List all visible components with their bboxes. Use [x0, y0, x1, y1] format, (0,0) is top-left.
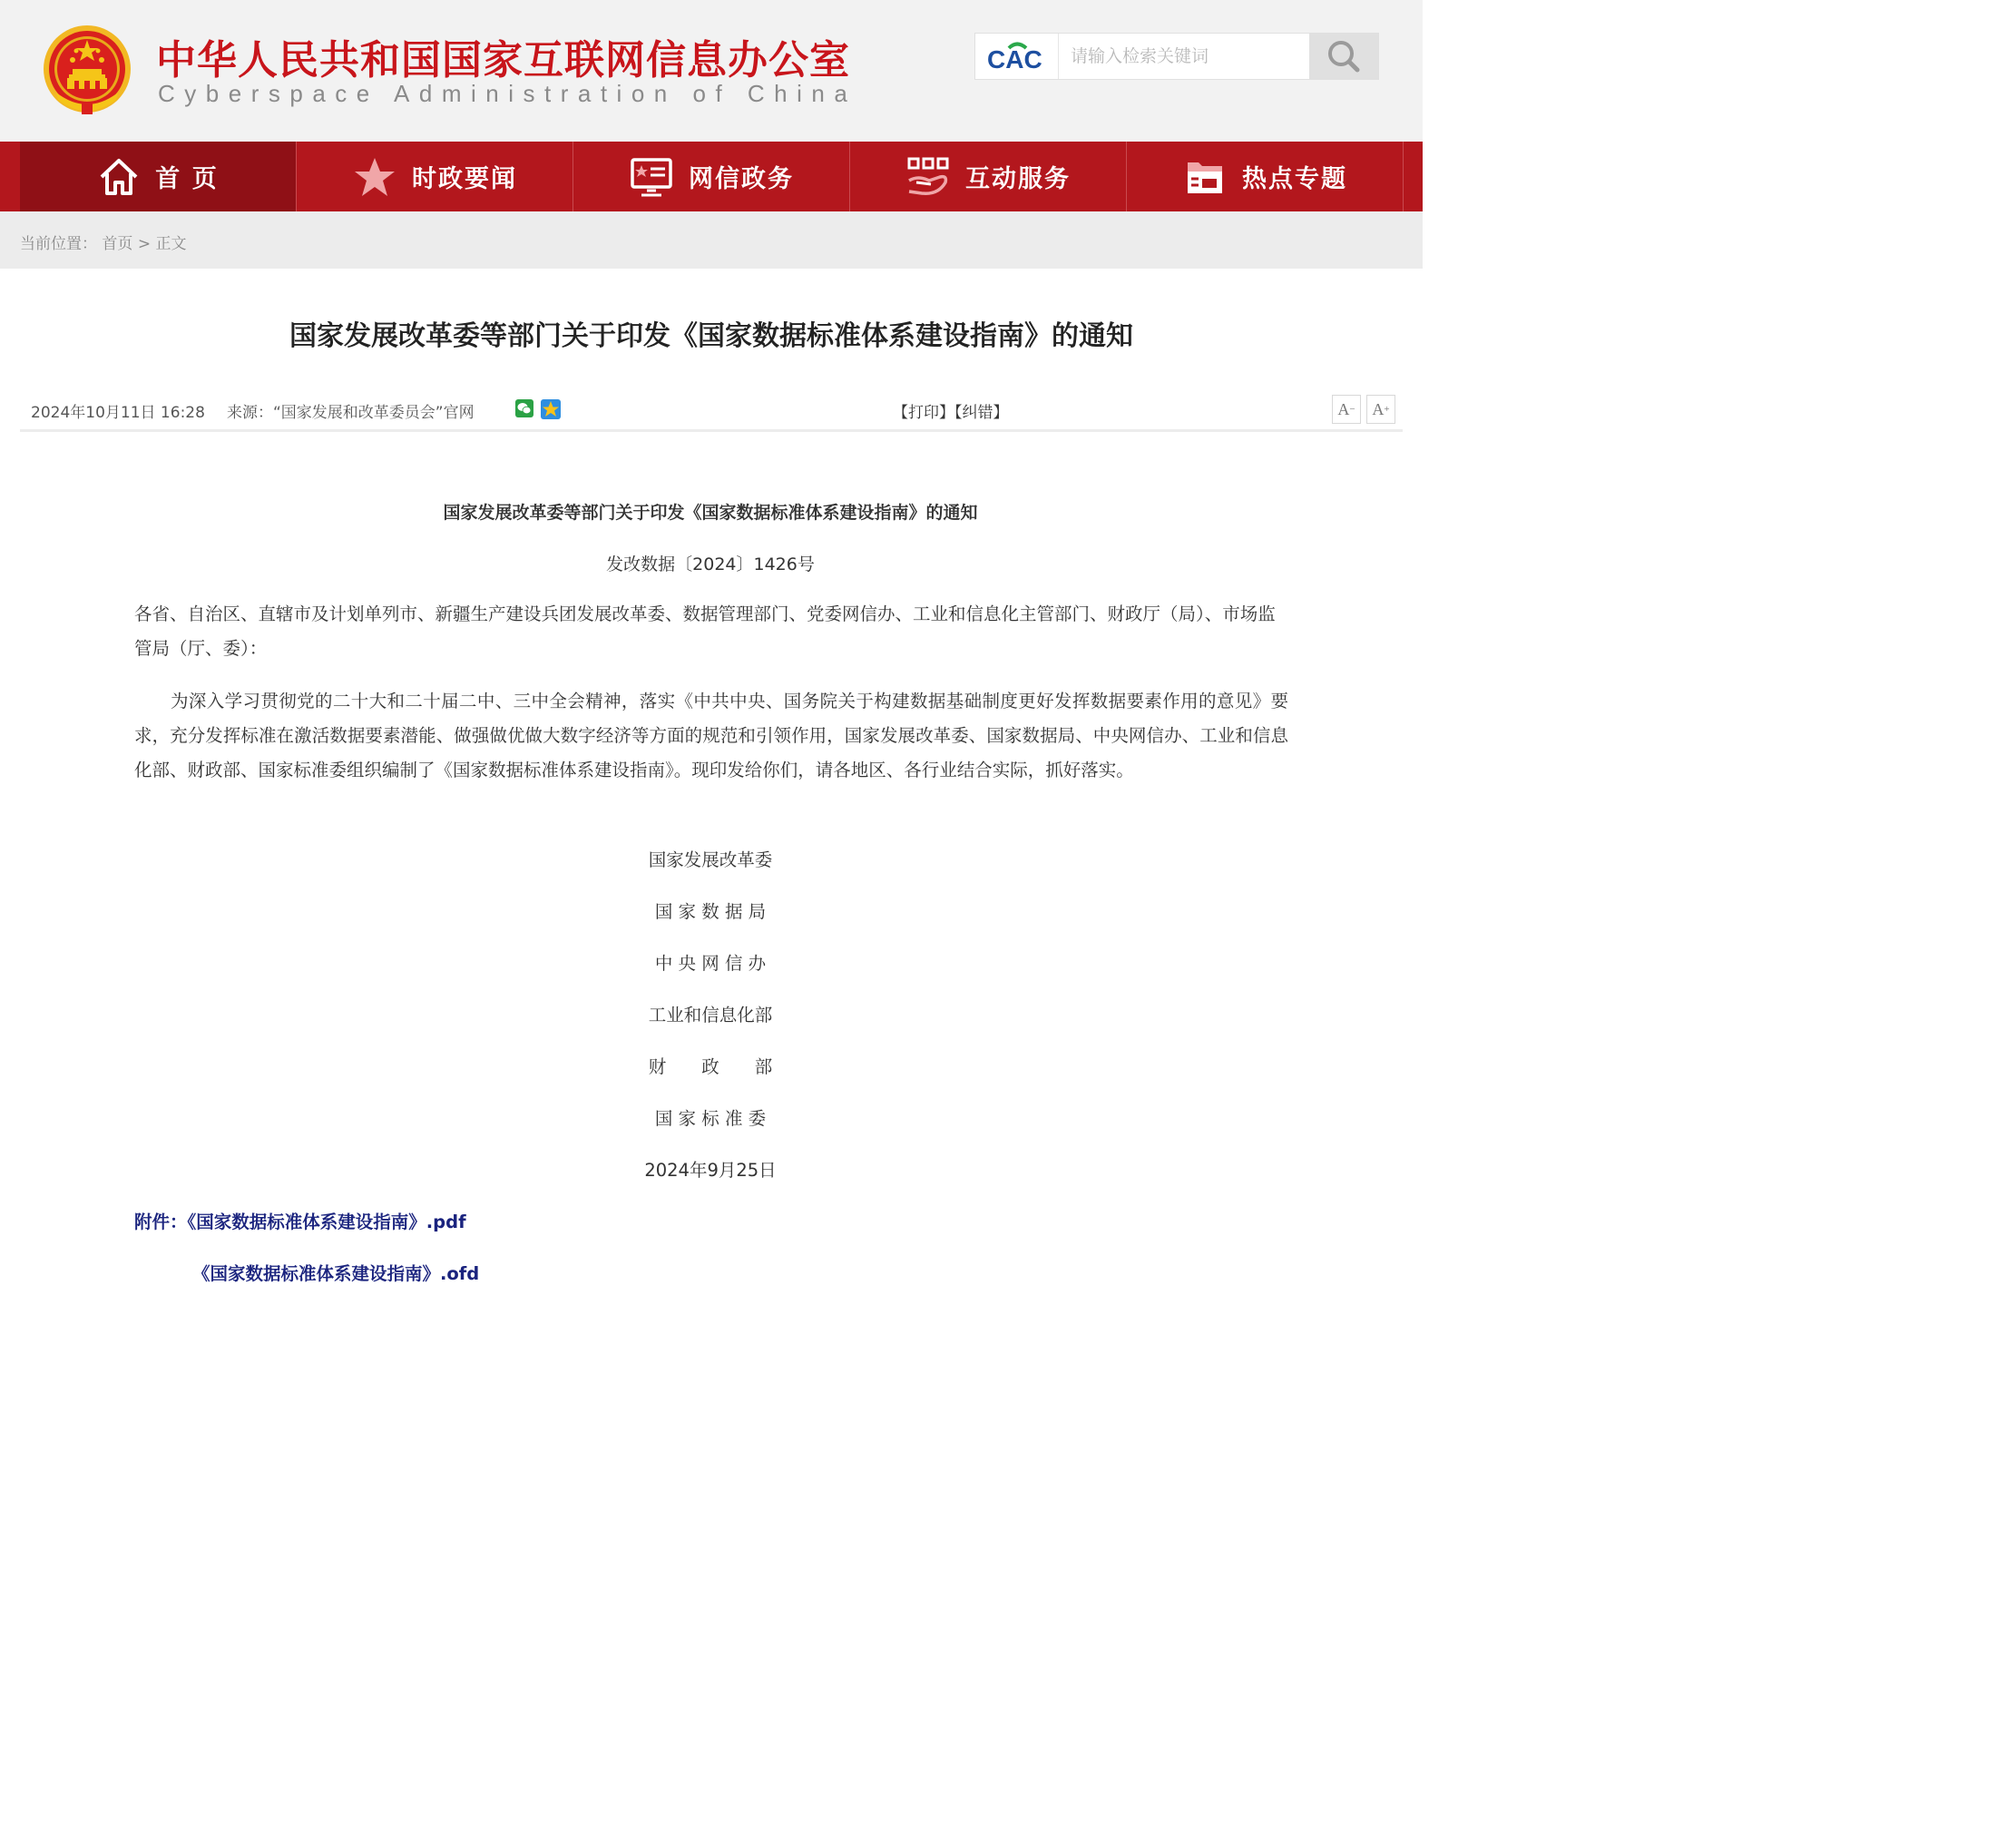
breadcrumb-home[interactable]: 首页 — [102, 235, 133, 253]
folder-icon — [1182, 155, 1228, 199]
search-box — [974, 33, 1379, 80]
font-increase-button[interactable]: A + — [1366, 395, 1395, 424]
nav-item-affairs[interactable] — [573, 142, 850, 211]
signatory: 中 央 网 信 办 — [654, 953, 767, 974]
correction-link[interactable]: 【纠错】 — [954, 404, 1009, 422]
nav-label: 时政要闻 — [412, 165, 517, 193]
attachment-pdf-label: 《国家数据标准体系建设指南》.pdf — [187, 1212, 466, 1232]
document-title: 国家发展改革委等部门关于印发《国家数据标准体系建设指南》的通知 — [443, 503, 978, 523]
article-title: 国家发展改革委等部门关于印发《国家数据标准体系建设指南》的通知 — [289, 320, 1133, 352]
cac-logo-icon — [985, 41, 1049, 72]
nav-item-home[interactable] — [20, 142, 297, 211]
wechat-share-icon[interactable] — [515, 399, 533, 417]
signatory: 工业和信息化部 — [648, 1005, 773, 1025]
article-meta — [20, 390, 1403, 432]
nav-filler — [1404, 142, 1423, 211]
site-title[interactable]: 中华人民共和国国家互联网信息办公室 — [156, 37, 850, 83]
document-number: 发改数据〔2024〕1426号 — [606, 554, 815, 574]
nav-item-topics[interactable] — [1127, 142, 1404, 211]
attachment-ofd-link[interactable]: 《国家数据标准体系建设指南》.ofd — [192, 1263, 480, 1284]
document-paragraph: 为深入学习贯彻党的二十大和二十届二中、三中全会精神，落实《中共中央、国务院关于构建数据基础制度更好发挥数据要素作用的意见》要求，充分发挥标准在激活数据要素潜能、做强做优做大数字经济等方面的规范和引领作用，国家发展改革委、国家数据局、中央网信办、工业和信息化部、财政部、国家标准委组织编制了《国家数据标准体系建设指南》。现印发给你们，请各地区、各行业结合实际，抓好落实。 — [134, 691, 1288, 780]
signatory: 国 家 数 据 局 — [654, 901, 767, 922]
article-tools — [893, 399, 1009, 422]
home-icon — [97, 155, 141, 199]
attachment-prefix: 附件： — [134, 1212, 188, 1232]
breadcrumb-separator: > — [137, 235, 152, 253]
hand-icon — [905, 155, 951, 199]
search-button[interactable] — [1309, 34, 1378, 79]
search-icon — [1326, 38, 1362, 74]
signatory: 国家发展改革委 — [648, 849, 773, 870]
star-icon — [352, 155, 397, 199]
site-header — [0, 0, 1423, 142]
nav-label: 热点专题 — [1242, 165, 1347, 193]
nav-label: 首 页 — [155, 165, 219, 193]
nav-item-interactive[interactable] — [850, 142, 1127, 211]
breadcrumb — [20, 231, 186, 253]
nav-label: 互动服务 — [965, 165, 1071, 193]
breadcrumb-current: 正文 — [155, 235, 187, 253]
font-decrease-label: A — [1337, 399, 1350, 418]
publish-date: 2024年10月11日 16:28 — [31, 404, 205, 422]
cac-logo-text: CAC — [986, 45, 1042, 72]
print-link[interactable]: 【打印】 — [893, 404, 954, 422]
main-nav — [0, 142, 1423, 211]
attachment-pdf-link[interactable] — [134, 1208, 466, 1233]
breadcrumb-prefix: 当前位置： — [20, 235, 97, 253]
cac-logo[interactable] — [975, 34, 1059, 79]
font-decrease-button[interactable]: A − — [1332, 395, 1361, 424]
qzone-share-icon[interactable] — [541, 399, 561, 419]
article-source: 来源：“国家发展和改革委员会”官网 — [227, 404, 475, 422]
nav-label: 网信政务 — [689, 165, 794, 193]
nav-item-news[interactable] — [297, 142, 573, 211]
search-input[interactable] — [1060, 34, 1310, 79]
font-increase-label: A — [1372, 399, 1385, 418]
signatory: 国 家 标 准 委 — [654, 1108, 767, 1129]
signatory: 财 政 部 — [648, 1056, 773, 1077]
document-date: 2024年9月25日 — [644, 1160, 777, 1181]
breadcrumb-bar — [0, 211, 1423, 269]
national-emblem-icon[interactable] — [40, 22, 134, 120]
document-addressee: 各省、自治区、直辖市及计划单列市、新疆生产建设兵团发展改革委、数据管理部门、党委网信办、工业和信息化主管部门、财政厅（局）、市场监管局（厅、委）： — [134, 603, 1276, 659]
site-subtitle: Cyberspace Administration of China — [158, 80, 857, 107]
monitor-icon — [629, 155, 674, 199]
